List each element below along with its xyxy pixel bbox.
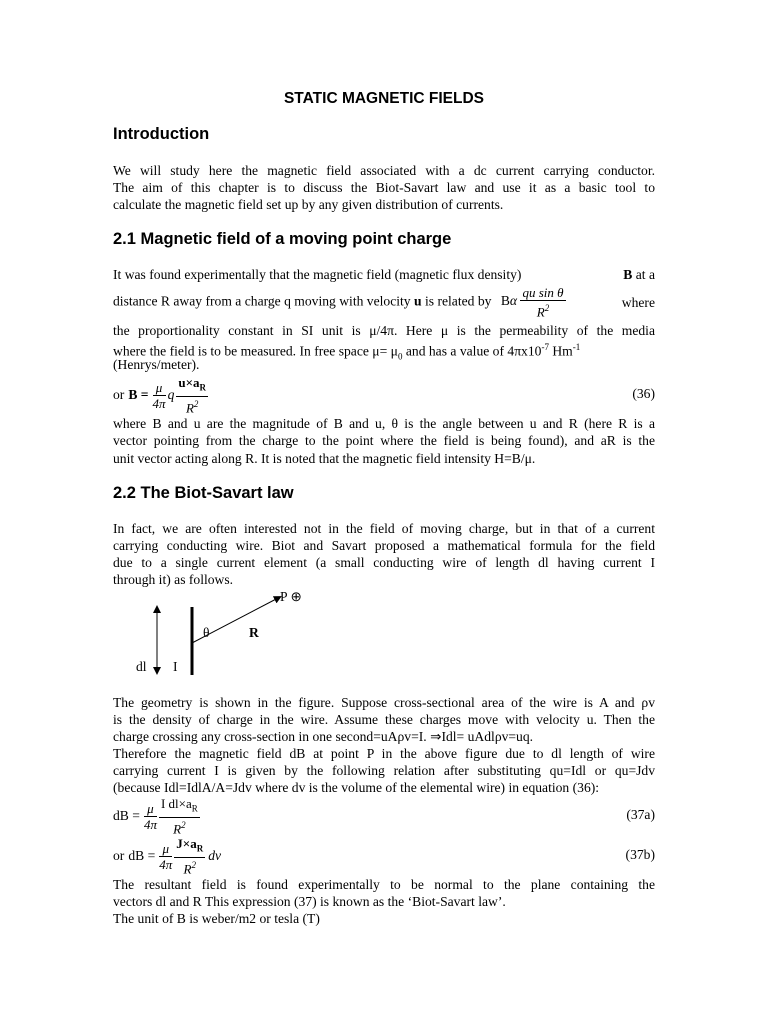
section-heading-2-1: 2.1 Magnetic field of a moving point charge: [113, 230, 452, 248]
proportionality-expression: [500, 284, 566, 320]
s21-line-1: [113, 266, 655, 283]
s21-after-line-1: where B and u are the magnitude of B and u, θ is the angle between u and R (here R is a: [113, 416, 655, 431]
equation-37b: [113, 838, 655, 874]
prop-lhs: B: [500, 293, 510, 309]
s22-p2-line-5: carrying current I is given by the following relation after substituting qu=Idl or qu=Jdv: [113, 763, 655, 778]
s22-p2-line-2: is the density of charge in the wire. Assume these charges move with velocity u. Then the: [113, 712, 655, 727]
eq37b-lhs: dB =: [128, 848, 156, 863]
s22-p1-line-1: In fact, we are often interested not in the field of moving charge, but in that of a current: [113, 521, 655, 536]
s22-p1-line-3: due to a single current element (a small conducting wire of length dl having current I: [113, 555, 655, 570]
prop-fraction: [520, 285, 565, 319]
s22-p3-line-2: vectors dl and R This expression (37) is known as the ‘Biot-Savart law’.: [113, 894, 506, 909]
eq36-lhs: B =: [128, 387, 149, 402]
s21-line-1-text: It was found experimentally that the magnetic field (magnetic flux density): [113, 267, 522, 282]
section-heading-introduction: Introduction: [113, 125, 210, 143]
s22-p2-line-4: Therefore the magnetic field dB at point P in the above figure due to dl length of wire: [113, 746, 655, 761]
intro-line-1: We will study here the magnetic field associated with a dc current carrying conductor.: [113, 163, 655, 178]
eq37b-number: (37b): [625, 847, 655, 862]
page-title: STATIC MAGNETIC FIELDS: [283, 90, 485, 107]
eq36-vector-fraction: $\frac{u\times a_R}{R^2}$: [178, 375, 206, 415]
eq37b-constant: $\frac{\mu}{4\pi}$: [159, 840, 173, 872]
s21-after-line-3: unit vector acting along R. It is noted that the magnetic field intensity H=B/μ.: [113, 451, 536, 466]
s21-line-1-end: at a: [635, 267, 655, 282]
intro-line-3: calculate the magnetic field set up by any given distribution of currents.: [113, 197, 504, 212]
eq36-constant: $\frac{\mu}{4\pi}$: [152, 379, 166, 411]
prop-symbol: α: [509, 293, 518, 309]
s22-p2-line-1: The geometry is shown in the figure. Suppose cross-sectional area of the wire is A and ρv: [113, 695, 655, 710]
eq37a-lhs: dB =: [113, 808, 140, 823]
s21-line-5: (Henrys/meter).: [113, 357, 200, 372]
s21-line-2: [113, 284, 655, 320]
s22-p2-line-3: charge crossing any cross-section in one second=uAρv=I. ⇒Idl= uAdlρv=uq.: [113, 729, 534, 744]
biot-savart-figure: [130, 585, 330, 680]
r-label: R: [249, 625, 259, 640]
eq36-number: (36): [632, 386, 655, 401]
intro-line-2: The aim of this chapter is to discuss the Biot-Savart law and use it as a basic tool to: [113, 180, 655, 195]
s22-p3-line-3: The unit of B is weber/m2 or tesla (T): [113, 911, 320, 926]
s21-after-line-2: vector pointing from the charge to the point where the field is being found), and aR is the: [113, 433, 655, 448]
s21-line-2-text: distance R away from a charge q moving with velocity: [113, 293, 411, 309]
eq37a-constant: $\frac{\mu}{4\pi}$: [143, 800, 157, 832]
point-p-label: P ⊕: [280, 589, 302, 604]
prop-numerator: qu sin θ: [522, 284, 564, 300]
dl-label: dl: [136, 659, 147, 674]
eq37a-number: (37a): [626, 807, 655, 822]
i-label: I: [173, 659, 178, 674]
s22-p1-line-2: carrying conducting wire. Biot and Savart proposed a mathematical formula for the field: [113, 538, 655, 553]
eq37a-vector-fraction: $\frac{I dl\times a_R}{R^2}$: [160, 796, 198, 836]
equation-36: [113, 377, 655, 413]
s21-line-2-end: where: [621, 294, 655, 310]
s21-line-4: where the field is to be measured. In free space $\mu= \mu_0$ and has a value of $4\pi x10^{-7}$ $Hm^{-1}$: [113, 342, 581, 362]
eq36-prefix: or: [113, 387, 125, 402]
symbol-u: u: [414, 293, 422, 309]
prop-denominator: $R^2$: [536, 302, 550, 320]
eq37b-prefix: or: [113, 848, 125, 863]
equation-37a: [113, 798, 655, 834]
eq36-q: q: [167, 387, 175, 402]
s21-line-3: the proportionality constant in SI unit is μ/4π. Here μ is the permeability of the media: [113, 323, 655, 338]
section-heading-2-2: 2.2 The Biot-Savart law: [113, 484, 294, 502]
theta-label: θ: [203, 625, 210, 640]
eq37b-vector-fraction: $\frac{J\times a_R}{R^2}$: [176, 836, 204, 876]
symbol-B: B: [623, 267, 633, 282]
s22-p1-line-4: through it) as follows.: [113, 572, 234, 587]
eq37b-tail: dv: [208, 848, 222, 863]
s22-p2-line-6: (because Idl=IdlA/A=Jdv where dv is the volume of the elemental wire) in equation (36):: [113, 780, 600, 795]
s22-p3-line-1: The resultant field is found experimentally to be normal to the plane containing the: [113, 877, 655, 892]
s21-line-2-mid: is related by: [424, 293, 492, 309]
